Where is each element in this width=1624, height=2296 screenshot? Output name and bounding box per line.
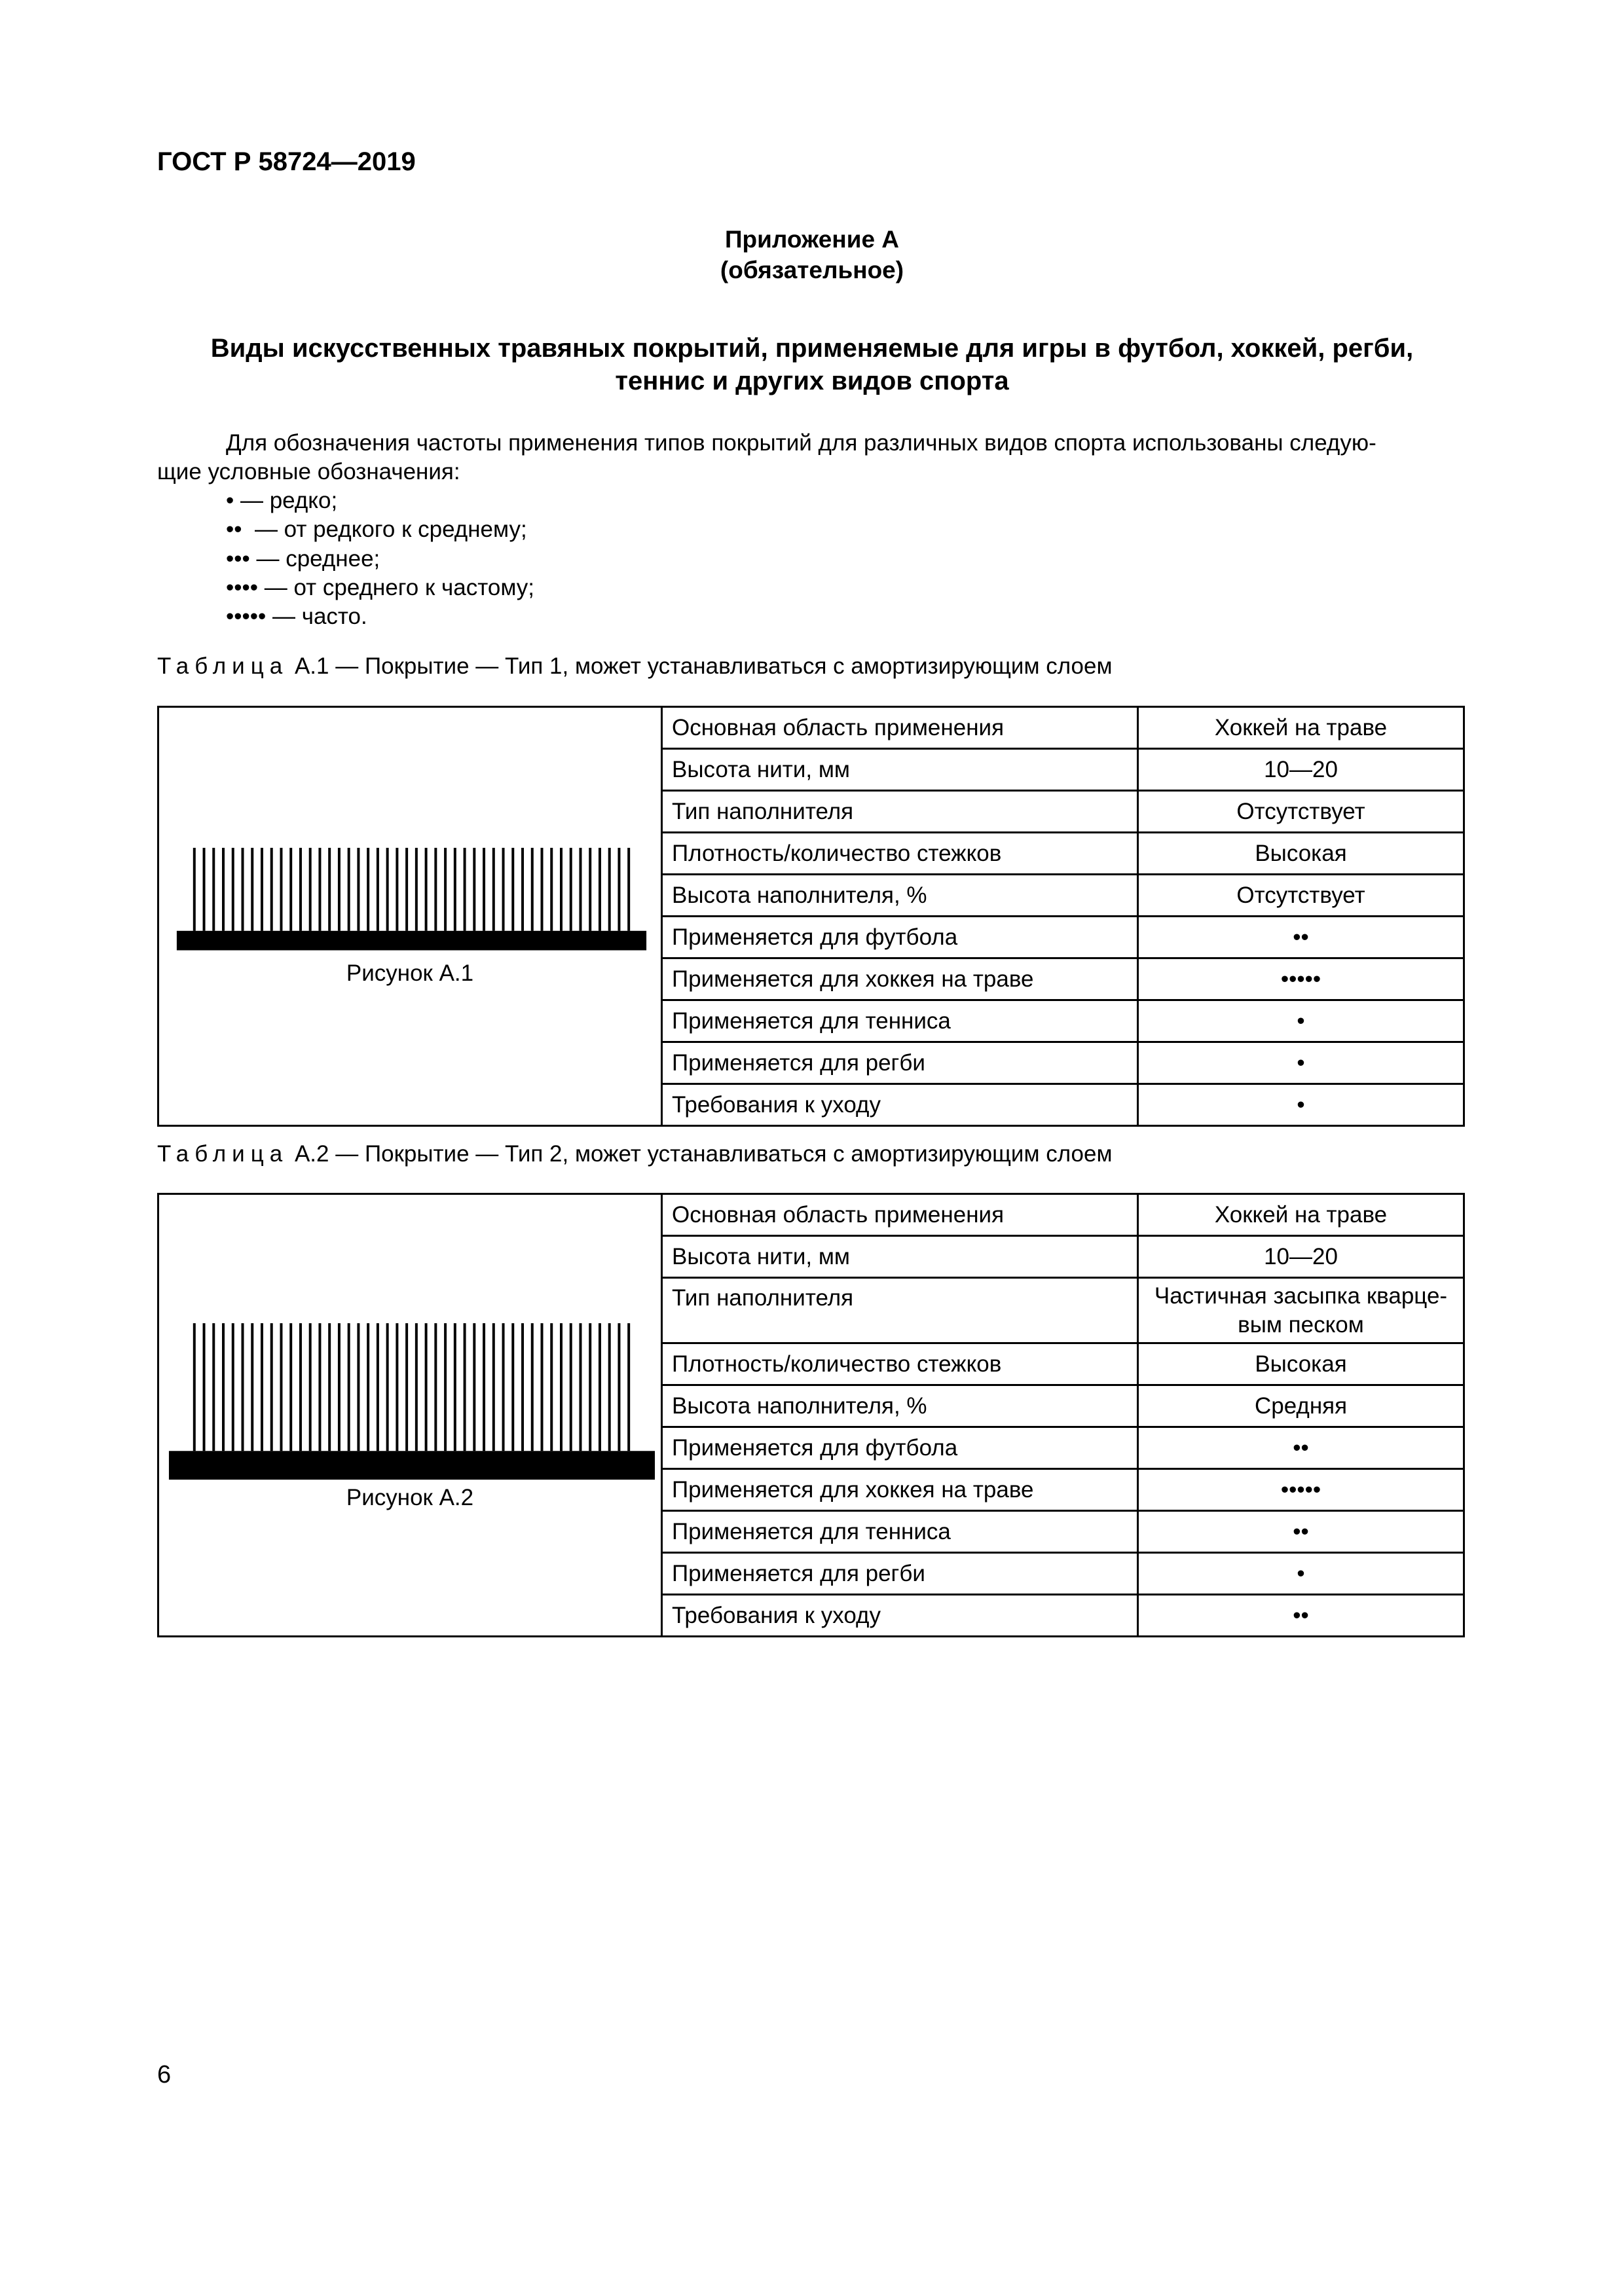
table-cell-value: Средняя [1138, 1385, 1464, 1427]
appendix-status: (обязательное) [720, 257, 904, 283]
turf-fibre [299, 848, 302, 931]
turf-fibre [454, 848, 456, 931]
turf-fibre [521, 1323, 524, 1451]
table-cell-label: Плотность/количество стежков [662, 1343, 1138, 1385]
turf-fibre [483, 1323, 485, 1451]
turf-fibre [627, 1323, 630, 1451]
table-cell-label: Основная область применения [662, 1194, 1138, 1236]
turf-fibre [464, 1323, 466, 1451]
legend-item: • — редко; [226, 488, 338, 513]
turf-fibre [377, 1323, 379, 1451]
table-caption-text: А.2 — Покрытие — Тип 2, может устанавливаться с амортизирующим слоем [288, 1141, 1113, 1167]
turf-fibre [473, 1323, 475, 1451]
turf-fibre [550, 1323, 553, 1451]
table-cell-label: Применяется для футбола [662, 1427, 1138, 1469]
turf-fibre [299, 1323, 302, 1451]
table-cell-label: Требования к уходу [662, 1595, 1138, 1637]
table-cell-label: Применяется для хоккея на траве [662, 1469, 1138, 1511]
turf-fibre [521, 848, 524, 931]
turf-fibre [405, 1323, 408, 1451]
table-cell-label: Высота нити, мм [662, 1236, 1138, 1278]
table-cell-label: Основная область применения [662, 707, 1138, 749]
turf-fibre [502, 848, 505, 931]
turf-fibre [531, 1323, 534, 1451]
turf-fibre [222, 1323, 225, 1451]
turf-fibre [328, 848, 331, 931]
table-cell-label: Высота наполнителя, % [662, 1385, 1138, 1427]
turf-fibre [232, 1323, 234, 1451]
turf-fibre [415, 1323, 418, 1451]
turf-fibre [483, 848, 485, 931]
turf-fibre [589, 1323, 591, 1451]
turf-fibre [396, 1323, 398, 1451]
table-cell-value: • [1138, 1042, 1464, 1084]
table-cell-label: Применяется для хоккея на траве [662, 958, 1138, 1000]
turf-fibre [348, 848, 350, 931]
turf-fibre [579, 1323, 581, 1451]
table-cell-value: • [1138, 1000, 1464, 1042]
turf-fibre [608, 848, 611, 931]
table-cell-value: • [1138, 1553, 1464, 1595]
table-caption-word: Таблица [157, 653, 289, 679]
legend-item: ••••• — часто. [226, 604, 367, 629]
intro-paragraph-line1: Для обозначения частоты применения типов покрытий для различных видов спорта использованы следую- [226, 430, 1376, 456]
table-cell-value: 10—20 [1138, 749, 1464, 791]
table-cell-label: Применяется для футбола [662, 917, 1138, 958]
table-cell-label: Требования к уходу [662, 1084, 1138, 1126]
turf-fibre [415, 848, 418, 931]
turf-figure-a1 [159, 708, 661, 1125]
turf-fibre [444, 848, 447, 931]
turf-fibre [242, 1323, 244, 1451]
turf-fibre [348, 1323, 350, 1451]
table-cell-value [1138, 1278, 1464, 1343]
turf-fibre [405, 848, 408, 931]
table-caption-text: А.1 — Покрытие — Тип 1, может устанавливаться с амортизирующим слоем [288, 653, 1113, 679]
turf-fibre [261, 848, 263, 931]
turf-fibre [309, 848, 312, 931]
turf-fibre [550, 848, 553, 931]
legend-item: ••• — среднее; [226, 546, 380, 572]
table-cell-value: •• [1138, 1427, 1464, 1469]
section-title-line2: теннис и других видов спорта [615, 367, 1009, 395]
turf-fibre [599, 1323, 601, 1451]
turf-backing [177, 931, 646, 951]
turf-fibre [289, 848, 292, 931]
turf-fibre [541, 1323, 544, 1451]
figure-cell [158, 1194, 662, 1637]
turf-fibre [589, 848, 591, 931]
turf-fibre [309, 1323, 312, 1451]
turf-fibre [511, 1323, 514, 1451]
legend-item: •• — от редкого к среднему; [226, 517, 527, 542]
turf-fibre [386, 848, 389, 931]
turf-fibre [511, 848, 514, 931]
table-cell-value: Отсутствует [1138, 875, 1464, 917]
turf-fibre [618, 1323, 620, 1451]
turf-fibre [270, 848, 273, 931]
turf-fibre [261, 1323, 263, 1451]
table-cell-label: Применяется для регби [662, 1042, 1138, 1084]
table-cell-value: •• [1138, 917, 1464, 958]
table-cell-label: Высота наполнителя, % [662, 875, 1138, 917]
table-cell-label: Применяется для тенниса [662, 1511, 1138, 1553]
coverage-table-type2 [157, 1193, 1465, 1637]
turf-fibre [251, 848, 253, 931]
turf-fibre [454, 1323, 456, 1451]
turf-fibre [425, 848, 428, 931]
turf-fibre [502, 1323, 505, 1451]
table-cell-value: Высокая [1138, 1343, 1464, 1385]
turf-fibre [367, 1323, 369, 1451]
table-caption-a1 [157, 653, 1113, 680]
turf-fibre [464, 848, 466, 931]
section-title-line1: Виды искусственных травяных покрытий, применяемые для игры в футбол, хоккей, регби, [210, 334, 1414, 363]
turf-fibre [318, 1323, 321, 1451]
table-cell-value: Отсутствует [1138, 791, 1464, 833]
turf-fibre [541, 848, 544, 931]
figure-cell [158, 707, 662, 1126]
turf-fibre [492, 848, 495, 931]
turf-fibre [212, 1323, 215, 1451]
turf-fibre [608, 1323, 611, 1451]
turf-fibre [222, 848, 225, 931]
turf-fibre [338, 848, 341, 931]
turf-backing [169, 1451, 655, 1480]
turf-fibre [492, 1323, 495, 1451]
turf-fibre [434, 1323, 437, 1451]
turf-fibre [473, 848, 475, 931]
coverage-table-type1 [157, 706, 1465, 1127]
turf-fibre [280, 848, 282, 931]
turf-fibre [531, 848, 534, 931]
table-row [158, 1194, 1464, 1236]
figure-label: Рисунок А.2 [346, 1485, 474, 1510]
intro-paragraph-line2: щие условные обозначения: [157, 459, 460, 484]
table-cell-value: •• [1138, 1511, 1464, 1553]
turf-fibre [318, 848, 321, 931]
turf-figure-a2 [159, 1195, 661, 1635]
turf-fibre [560, 848, 563, 931]
turf-fibre [338, 1323, 341, 1451]
table-cell-label: Тип наполнителя [662, 791, 1138, 833]
turf-fibre [618, 848, 620, 931]
turf-fibre [203, 848, 206, 931]
table-cell-value: •• [1138, 1595, 1464, 1637]
appendix-title: Приложение А [724, 226, 900, 253]
turf-fibre [289, 1323, 292, 1451]
turf-fibre [377, 848, 379, 931]
table-cell-value: • [1138, 1084, 1464, 1126]
table-cell-value-line: Частичная засыпка кварце- [1154, 1283, 1448, 1309]
table-cell-label: Плотность/количество стежков [662, 833, 1138, 875]
turf-fibre [367, 848, 369, 931]
turf-fibre [232, 848, 234, 931]
turf-fibre [570, 1323, 572, 1451]
table-cell-value: Хоккей на траве [1138, 707, 1464, 749]
table-cell-value: Хоккей на траве [1138, 1194, 1464, 1236]
turf-fibre [328, 1323, 331, 1451]
table-row [158, 707, 1464, 749]
table-cell-label: Тип наполнителя [662, 1278, 1138, 1343]
turf-fibre [357, 1323, 360, 1451]
turf-fibre [357, 848, 360, 931]
turf-fibre [251, 1323, 253, 1451]
table-cell-value-line: вым песком [1238, 1311, 1364, 1338]
table-cell-value: 10—20 [1138, 1236, 1464, 1278]
turf-fibre [396, 848, 398, 931]
turf-fibre [444, 1323, 447, 1451]
turf-fibre [193, 848, 196, 931]
table-cell-label: Применяется для тенниса [662, 1000, 1138, 1042]
document-code: ГОСТ Р 58724—2019 [157, 147, 416, 176]
turf-fibre [579, 848, 581, 931]
table-caption-a2 [157, 1141, 1113, 1167]
table-caption-word: Таблица [157, 1141, 289, 1167]
turf-fibre [193, 1323, 196, 1451]
legend-item: •••• — от среднего к частому; [226, 575, 534, 600]
turf-fibre [434, 848, 437, 931]
table-cell-value: Высокая [1138, 833, 1464, 875]
turf-fibre [599, 848, 601, 931]
turf-fibre [570, 848, 572, 931]
table-cell-label: Применяется для регби [662, 1553, 1138, 1595]
table-cell-value: ••••• [1138, 958, 1464, 1000]
turf-fibre [627, 848, 630, 931]
turf-fibre [425, 1323, 428, 1451]
turf-fibre [242, 848, 244, 931]
turf-fibre [386, 1323, 389, 1451]
table-cell-value: ••••• [1138, 1469, 1464, 1511]
table-cell-label: Высота нити, мм [662, 749, 1138, 791]
turf-fibre [212, 848, 215, 931]
figure-label: Рисунок А.1 [346, 960, 474, 986]
turf-fibre [280, 1323, 282, 1451]
turf-fibre [560, 1323, 563, 1451]
turf-fibre [203, 1323, 206, 1451]
turf-fibre [270, 1323, 273, 1451]
page-number: 6 [157, 2061, 172, 2088]
